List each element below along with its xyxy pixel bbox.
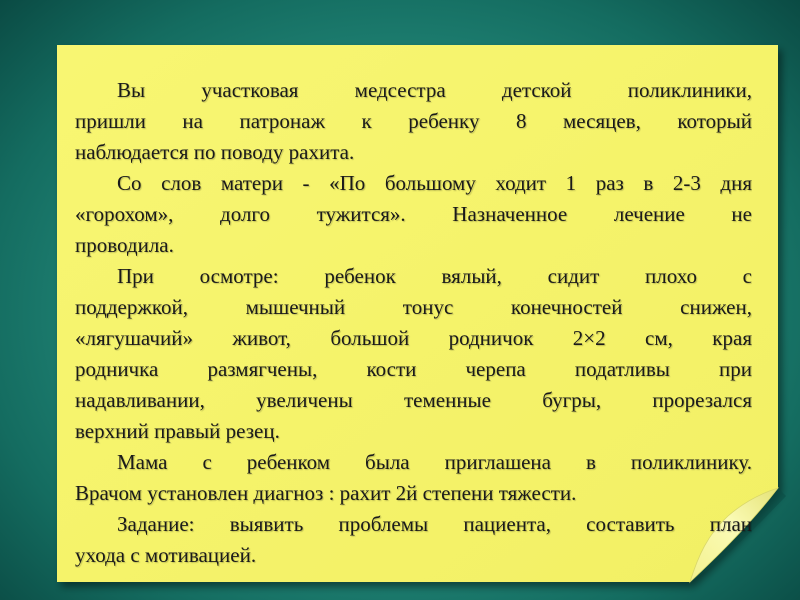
text-line: Со слов матери - «По большому ходит 1 раз в 2-3 дня	[117, 171, 752, 195]
text-line: «горохом», долго тужится». Назначенное лечение не	[75, 202, 752, 226]
text-line: Врачом установлен диагноз : рахит 2й степени тяжести.	[75, 481, 577, 505]
text-line: проводила.	[75, 233, 174, 257]
text-line: наблюдается по поводу рахита.	[75, 140, 355, 164]
paragraph-assignment	[75, 509, 752, 571]
text-line: Вы участковая медсестра детской поликлиники,	[117, 78, 752, 102]
text-line: При осмотре: ребенок вялый, сидит плохо с	[117, 264, 752, 288]
paragraph-mother-words	[75, 168, 752, 261]
text-line: ухода с мотивацией.	[75, 543, 257, 567]
text-line: верхний правый резец.	[75, 419, 280, 443]
task-text	[75, 75, 752, 571]
text-line: надавливании, увеличены теменные бугры, прорезался	[75, 388, 752, 412]
text-line: Мама с ребенком была приглашена в поликлинику.	[117, 450, 752, 474]
paragraph-intro	[75, 75, 752, 168]
text-line: пришли на патронаж к ребенку 8 месяцев, который	[75, 109, 752, 133]
text-line: родничка размягчены, кости черепа податливы при	[75, 357, 752, 381]
paragraph-diagnosis	[75, 447, 752, 509]
text-line: Задание: выявить проблемы пациента, составить план	[117, 512, 752, 536]
text-line: поддержкой, мышечный тонус конечностей снижен,	[75, 295, 752, 319]
paragraph-examination	[75, 261, 752, 447]
text-line: «лягушачий» живот, большой родничок 2×2 см, края	[75, 326, 752, 350]
